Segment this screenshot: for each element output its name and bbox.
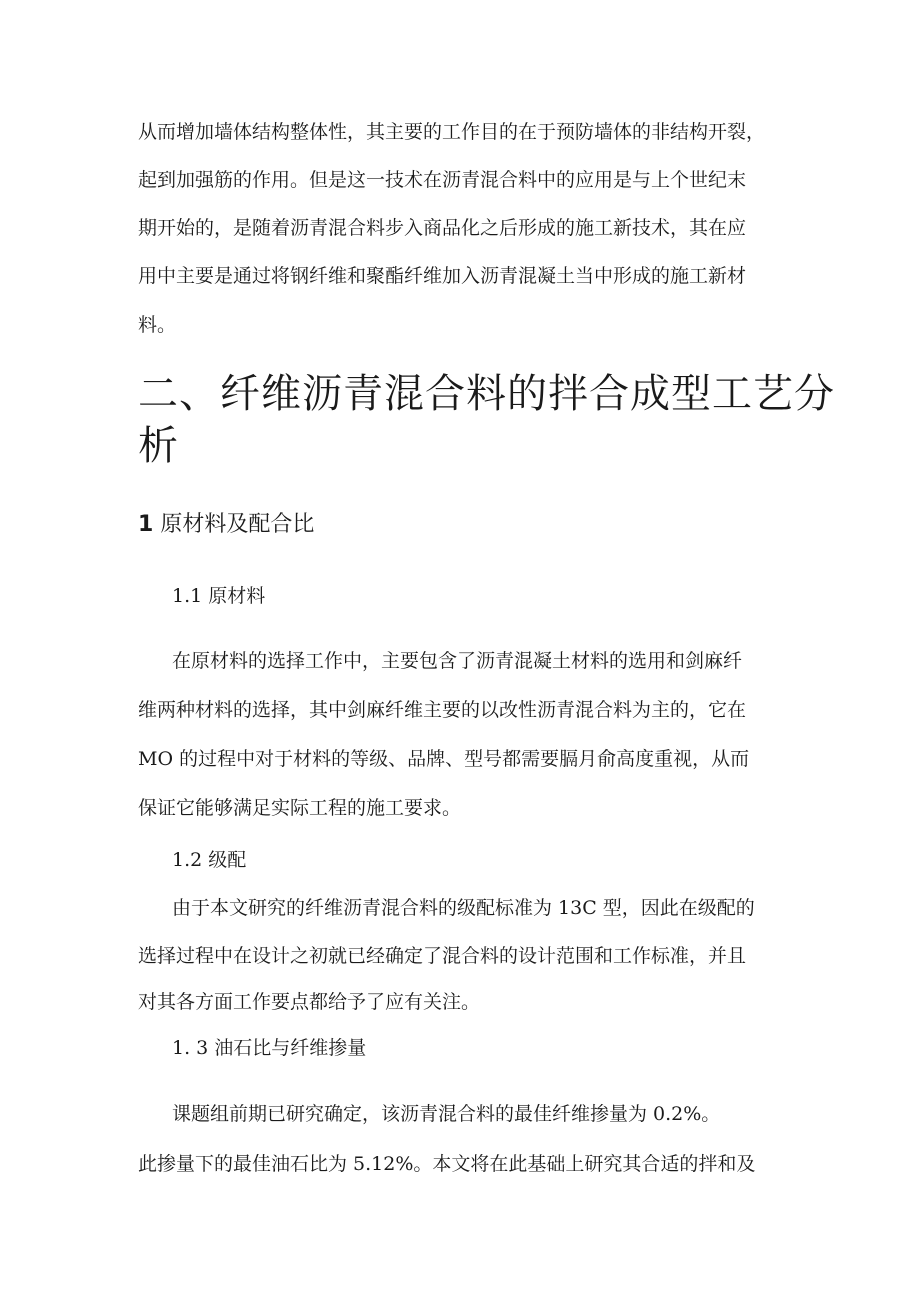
s1-1-line-1: 在原材料的选择工作中，主要包含了沥青混凝土材料的选用和剑麻纤: [172, 650, 743, 672]
subsection-title: 原材料及配合比: [160, 512, 315, 537]
s1-2-line-2: 选择过程中在设计之初就已经确定了混合料的设计范围和工作标准，并且: [138, 945, 747, 967]
s1-3-line-2: 此掺量下的最佳油石比为 5.12%。本文将在此基础上研究其合适的拌和及: [138, 1153, 756, 1175]
s1-3-line-1: 课题组前期已研究确定，该沥青混合料的最佳纤维掺量为 0.2%。: [172, 1103, 721, 1125]
s1-1-title: 1.1 原材料: [172, 585, 266, 607]
subsection-number: 1: [138, 512, 154, 537]
s1-2-line-3: 对其各方面工作要点都给予了应有关注。: [138, 991, 481, 1013]
intro-line-3: 期开始的，是随着沥青混合料步入商品化之后形成的施工新技术，其在应: [138, 217, 747, 239]
s1-3-title: 1. 3 油石比与纤维掺量: [172, 1037, 367, 1059]
s1-1-line-4: 保证它能够满足实际工程的施工要求。: [138, 797, 462, 819]
s1-2-title: 1.2 级配: [172, 849, 247, 871]
intro-line-2: 起到加强筋的作用。但是这一技术在沥青混合料中的应用是与上个世纪末: [138, 169, 747, 191]
intro-line-4: 用中主要是通过将钢纤维和聚酯纤维加入沥青混凝土当中形成的施工新材: [138, 265, 747, 287]
section-title-line-2: 析: [138, 423, 179, 469]
s1-1-line-2: 维两种材料的选择，其中剑麻纤维主要的以改性沥青混合料为主的，它在: [138, 699, 747, 721]
intro-line-1: 从而增加墙体结构整体性，其主要的工作目的在于预防墙体的非结构开裂，: [138, 121, 766, 143]
subsection-heading: [138, 510, 314, 540]
intro-line-5: 料。: [138, 314, 177, 336]
s1-2-line-1: 由于本文研究的纤维沥青混合料的级配标准为 13C 型，因此在级配的: [172, 897, 755, 919]
s1-1-line-3: MO 的过程中对于材料的等级、品牌、型号都需要膈月俞高度重视，从而: [138, 748, 750, 770]
section-title-line-1: 二、纤维沥青混合料的拌合成型工艺分: [138, 371, 835, 417]
